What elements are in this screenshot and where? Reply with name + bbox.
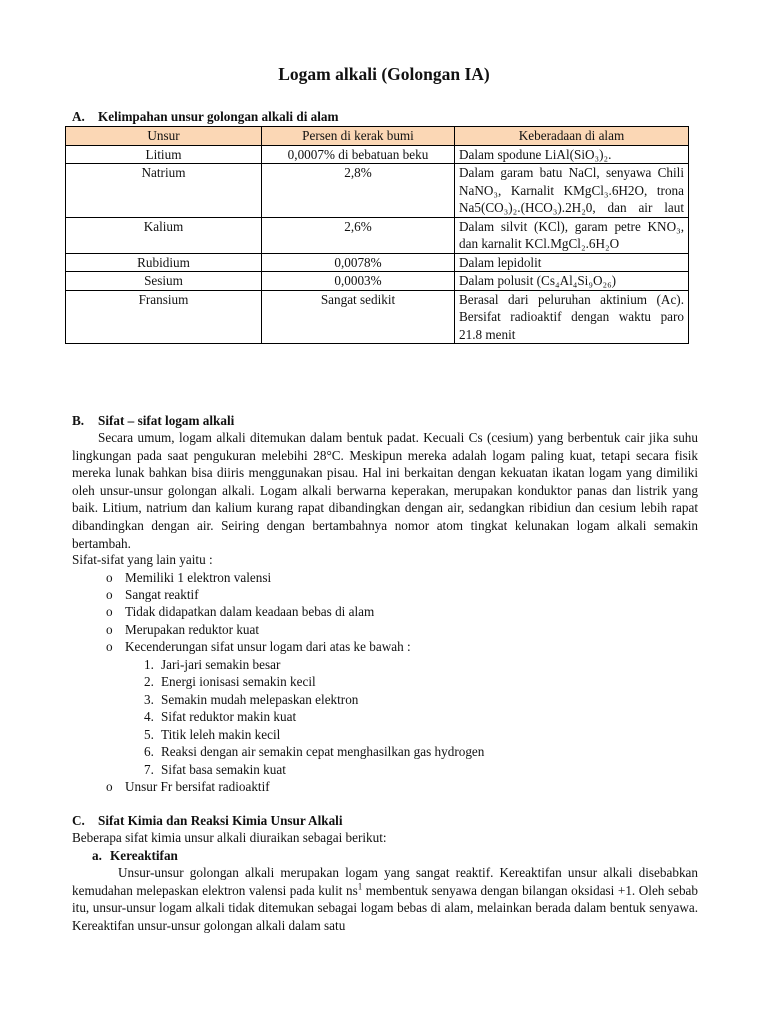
subsection-a-title: Kereaktifan (110, 848, 178, 863)
table-cell-persen: Sangat sedikit (262, 290, 455, 344)
list-item: o Kecenderungan sifat unsur logam dari atas ke bawah : (106, 639, 411, 654)
subsection-a-heading (92, 847, 178, 865)
list-item: o Sangat reaktif (106, 587, 199, 602)
bullet-marker: o (106, 622, 113, 637)
table-row (66, 164, 689, 218)
section-b-paragraph: Secara umum, logam alkali ditemukan dalam bentuk padat. Kecuali Cs (cesium) yang berbentuk cair jika suhu lingkungan pada saat pengukuran melebihi 28°C. Meskipun mereka adalah logam paling kuat, tetapi secara fisik mereka lunak bahkan bisa diiris menggunakan pisau. Hal ini berkaitan dengan kekuatan ikatan logam yang dimiliki oleh unsur-unsur golongan alkali. Logam alkali berwarna keperakan, merupakan konduktor panas dan listrik yang baik. Litium, natrium dan kalium kurang rapat dibandingkan dengan air, sedangkan ribidiun dan cesium lebih rapat dibandingkan dengan air. Seiring dengan bertambahnya nomor atom tingkat kelunakan logam alkali semakin bertambah. (72, 430, 698, 551)
numbered-item: 1. Jari-jari semakin besar (144, 657, 281, 672)
bullet-marker: o (106, 604, 113, 619)
section-a-letter: A. (72, 109, 85, 124)
section-b-intro: Sifat-sifat yang lain yaitu : (72, 552, 213, 567)
table-cell-persen: 2,6% (262, 217, 455, 253)
numbered-item: 5. Titik leleh makin kecil (144, 727, 281, 742)
bullet-marker: o (106, 779, 113, 794)
subsection-a-letter: a. (92, 848, 102, 863)
section-a-title: Kelimpahan unsur golongan alkali di alam (98, 109, 339, 124)
list-item: o Unsur Fr bersifat radioaktif (106, 779, 270, 794)
table-cell-keberadaan: Dalam spodune LiAl(SiO₃)₂. (455, 145, 689, 164)
page-title: Logam alkali (Golongan IA) (278, 64, 490, 84)
bullet-marker: o (106, 587, 113, 602)
table-cell-keberadaan: Dalam polusit (Cs₄Al₄Si₉O₂₆) (455, 272, 689, 291)
table-cell-persen: 0,0003% (262, 272, 455, 291)
numbered-item: 3. Semakin mudah melepaskan elektron (144, 692, 359, 707)
superscript: 1 (357, 881, 363, 892)
numbered-item: 2. Energi ionisasi semakin kecil (144, 674, 316, 689)
table-row (66, 272, 689, 291)
table-row (66, 290, 689, 344)
table-cell-keberadaan: Dalam lepidolit (455, 253, 689, 272)
table-header-cell: Persen di kerak bumi (262, 127, 455, 146)
table-cell-keberadaan: Dalam silvit (KCl), garam petre KNO₃, dan karnalit KCl.MgCl₂.6H₂O (455, 217, 689, 253)
section-b-title: Sifat – sifat logam alkali (98, 413, 235, 428)
table-cell-persen: 2,8% (262, 164, 455, 218)
table-cell-persen: 0,0007% di bebatuan beku (262, 145, 455, 164)
table-cell-unsur: Rubidium (66, 253, 262, 272)
abundance-table (65, 126, 689, 344)
table-cell-unsur: Litium (66, 145, 262, 164)
numbered-item: 6. Reaksi dengan air semakin cepat menghasilkan gas hydrogen (144, 744, 485, 759)
bullet-marker: o (106, 570, 113, 585)
section-a-heading (72, 108, 339, 126)
list-item: o Memiliki 1 elektron valensi (106, 570, 272, 585)
section-c-title: Sifat Kimia dan Reaksi Kimia Unsur Alkali (98, 813, 343, 828)
section-c-heading (72, 812, 343, 830)
section-b-letter: B. (72, 413, 85, 428)
numbered-item: 7. Sifat basa semakin kuat (144, 762, 286, 777)
section-b-heading (72, 412, 234, 430)
table-cell-unsur: Kalium (66, 217, 262, 253)
bullet-marker: o (106, 639, 113, 654)
table-header-cell: Keberadaan di alam (455, 127, 689, 146)
table-cell-persen: 0,0078% (262, 253, 455, 272)
list-item: o Tidak didapatkan dalam keadaan bebas di alam (106, 604, 375, 619)
table-cell-unsur: Sesium (66, 272, 262, 291)
table-row (66, 253, 689, 272)
section-c-letter: C. (72, 813, 85, 828)
table-cell-unsur: Fransium (66, 290, 262, 344)
table-cell-unsur: Natrium (66, 164, 262, 218)
table-header-row (66, 127, 689, 146)
table-row (66, 145, 689, 164)
section-c-intro: Beberapa sifat kimia unsur alkali diuraikan sebagai berikut: (72, 830, 387, 845)
table-header-cell: Unsur (66, 127, 262, 146)
list-item: o Merupakan reduktor kuat (106, 622, 260, 637)
table-cell-keberadaan: Dalam garam batu NaCl, senyawa Chili NaNO₃, Karnalit KMgCl₃.6H2O, trona Na5(CO₃)₂.(HCO₃).2H₂0, dan air laut (455, 164, 689, 218)
table-cell-keberadaan: Berasal dari peluruhan aktinium (Ac). Bersifat radioaktif dengan waktu paro 21.8 menit (455, 290, 689, 344)
table-row (66, 217, 689, 253)
section-c-paragraph: Unsur-unsur golongan alkali merupakan logam yang sangat reaktif. Kereaktifan unsur alkali disebabkan kemudahan melepaskan elektron valensi pada kulit $ns^1$ membentuk senyawa dengan bilangan oksidasi +1. Oleh sebab itu, unsur-unsur logam alkali tidak ditemukan sebagai logam bebas di alam, melainkan berada dalam bentuk senyawa. Kereaktifan unsur-unsur golongan alkali dalam satu (72, 865, 698, 933)
numbered-item: 4. Sifat reduktor makin kuat (144, 709, 297, 724)
